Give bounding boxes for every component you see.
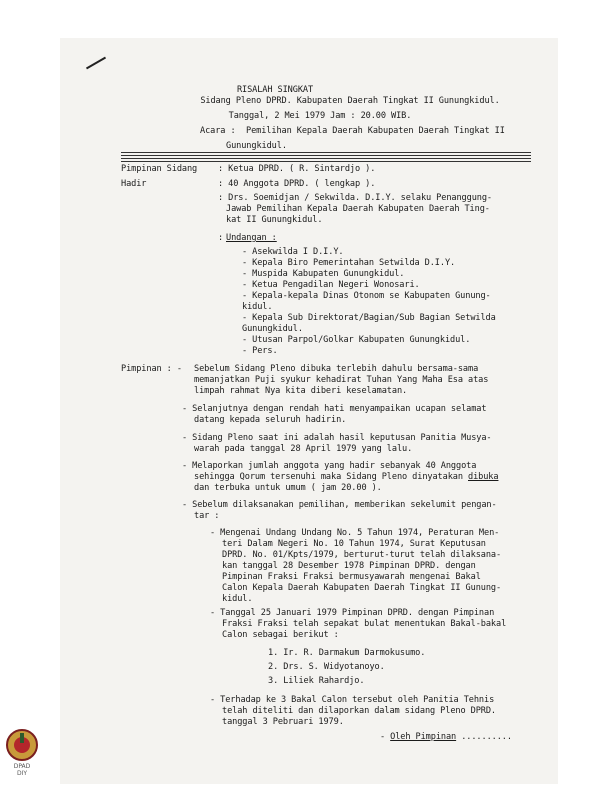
hadir-line-2a: : Drs. Soemidjan / Sekwilda. D.I.Y. selaku Penanggung- [218,193,492,203]
paragraph-7-line: Fraksi Fraksi telah sepakat bulat menentukan Bakal-bakal [222,619,507,629]
undangan-item: - Kepala Sub Direktorat/Bagian/Sub Bagian Setwilda [242,313,496,323]
paragraph-7-line: Calon sebagai berikut : [222,630,339,640]
undangan-item: - Muspida Kabupaten Gunungkidul. [242,269,405,279]
pimpinan-label: Pimpinan : - [121,364,182,374]
hadir-line-1: : 40 Anggota DPRD. ( lengkap ). [218,179,376,189]
acara-line-1: Pemilihan Kepala Daerah Kabupaten Daerah Tingkat II [246,126,505,136]
pimpinan-sidang-label: Pimpinan Sidang [121,164,198,174]
undangan-item: - Kepala Biro Pemerintahan Setwilda D.I.Y. [242,258,456,268]
paragraph-3-line: warah pada tanggal 28 April 1979 yang lalu. [194,444,413,454]
archive-logo [5,728,39,778]
footer-dash: - [380,732,386,742]
divider-top [121,152,531,156]
calon-item: 3. Liliek Rahardjo. [268,676,365,686]
dibuka-underlined: dibuka [468,472,499,482]
paragraph-6-line: kan tanggal 28 Desember 1978 Pimpinan DPRD. dengan [222,561,476,571]
archive-emblem-icon [5,728,39,778]
undangan-colon: : [218,233,224,243]
paragraph-2-line: - Selanjutnya dengan rendah hati menyampaikan ucapan selamat [182,404,487,414]
acara-label: Acara : [200,126,236,136]
undangan-item: - Ketua Pengadilan Negeri Wonosari. [242,280,420,290]
acara-line-2: Gunungkidul. [226,141,287,151]
paragraph-4-line-3: dan terbuka untuk umum ( jam 20.00 ). [194,483,382,493]
paragraph-6-line: Calon Kepala Daerah Kabupaten Daerah Tingkat II Gunung- [222,583,502,593]
undangan-item: - Kepala-kepala Dinas Otonom se Kabupaten Gunung- [242,291,491,301]
paragraph-5-line: - Sebelum dilaksanakan pemilihan, memberikan sekelumit pengan- [182,500,497,510]
paragraph-1-line: Sebelum Sidang Pleno dibuka terlebih dahulu bersama-sama [194,364,479,374]
paragraph-6-line: DPRD. No. 01/Kpts/1979, berturut-turut telah dilaksana- [222,550,502,560]
paragraph-6-line: - Mengenai Undang Undang No. 5 Tahun 1974, Peraturan Men- [210,528,500,538]
undangan-item: kidul. [242,302,273,312]
paragraph-4-line-1: - Melaporkan jumlah anggota yang hadir sebanyak 40 Anggota [182,461,477,471]
undangan-heading: Undangan : [226,233,277,243]
pimpinan-sidang-value: : Ketua DPRD. ( R. Sintardjo ). [218,164,376,174]
continuation-footer [380,732,512,743]
logo-text-line: DIY [16,770,28,777]
paragraph-3-line: - Sidang Pleno saat ini adalah hasil keputusan Panitia Musya- [182,433,492,443]
undangan-item: - Asekwilda I D.I.Y. [242,247,344,257]
undangan-item: Gunungkidul. [242,324,303,334]
paragraph-8-line: telah diteliti dan dilaporkan dalam sidang Pleno DPRD. [222,706,496,716]
paragraph-8-line: - Terhadap ke 3 Bakal Calon tersebut oleh Panitia Tehnis [210,695,495,705]
doc-title: RISALAH SINGKAT [236,85,314,95]
paragraph-8-line: tanggal 3 Pebruari 1979. [222,717,344,727]
paragraph-2-line: datang kepada seluruh hadirin. [194,415,347,425]
footer-oleh-pimpinan: Oleh Pimpinan [390,732,457,742]
hadir-line-2c: kat II Gunungkidul. [226,215,323,225]
paragraph-4-line-2 [194,472,498,483]
footer-dots: .......... [461,732,512,742]
undangan-item: - Pers. [242,346,278,356]
paragraph-6-line: kidul. [222,594,253,604]
logo-text-line: DPAD [13,763,31,770]
doc-date-line: Tanggal, 2 Mei 1979 Jam : 20.00 WIB. [228,111,412,121]
hadir-label: Hadir [121,179,147,189]
doc-subtitle: Sidang Pleno DPRD. Kabupaten Daerah Tingkat II Gunungkidul. [200,96,500,106]
paragraph-6-line: Pimpinan Fraksi Fraksi bermusyawarah mengenai Bakal [222,572,481,582]
calon-item: 1. Ir. R. Darmakum Darmokusumo. [268,648,426,658]
paragraph-1-line: memanjatkan Puji syukur kehadirat Tuhan Yang Maha Esa atas [194,375,489,385]
calon-item: 2. Drs. S. Widyotanoyo. [268,662,385,672]
paragraph-1-line: limpah rahmat Nya kita diberi keselamatan. [194,386,408,396]
paragraph-6-line: teri Dalam Negeri No. 10 Tahun 1974, Surat Keputusan [222,539,486,549]
paragraph-4-text: sehingga Qorum tersenuhi maka Sidang Pleno dinyatakan [194,472,463,482]
paragraph-7-line: - Tanggal 25 Januari 1979 Pimpinan DPRD. dengan Pimpinan [210,608,495,618]
undangan-item: - Utusan Parpol/Golkar Kabupaten Gunungkidul. [242,335,471,345]
paragraph-5-line: tar : [194,511,220,521]
divider-bottom [121,158,531,162]
hadir-line-2b: Jawab Pemilihan Kepala Daerah Kabupaten Daerah Ting- [226,204,490,214]
